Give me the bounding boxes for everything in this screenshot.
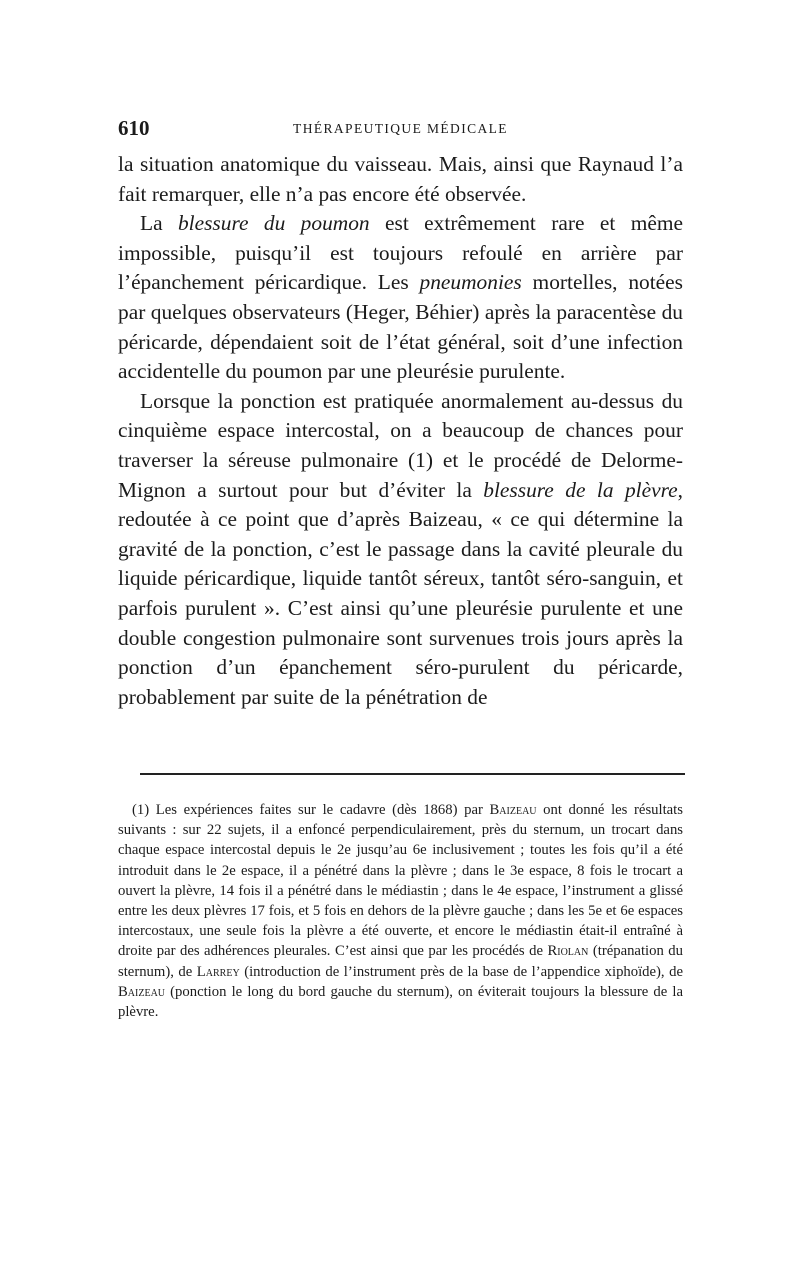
running-title: THÉRAPEUTIQUE MÉDICALE xyxy=(293,121,508,136)
book-page xyxy=(118,0,683,1262)
body-text xyxy=(118,150,683,712)
text-run: , redoutée à ce point que d’après Baizeau, « ce qui détermine la gravité de la ponction, c’est le passage dans la cavité pleurale du liquide péricardique, liquide tantôt séreux, tantôt séro-sanguin, et parfois purulent ». C’est ainsi qu’une pleurésie purulente et une double congestion pulmonaire sont survenues trois jours après la ponction d’un épanchement séro-purulent du péricarde, probablement par suite de la pénétration de xyxy=(118,477,683,709)
italic-term: blessure du poumon xyxy=(177,211,370,236)
footnote-text: ont donné les résultats suivants : sur 22 sujets, il a enfoncé perpendiculairement, près du sternum, un trocart dans chaque espace intercostal depuis le 2e jusqu’au 6e inclusivement ; toutes les fois qu’il a été introduit dans le 2e espace, il a pénétré dans la plèvre ; dans le 3e espace, 8 fois le trocart a ouvert la plèvre, 14 fois il a pénétré dans le médiastin ; dans le 4e espace, l’instrument a glissé entre les deux plèvres 17 fois, et 5 fois en dehors de la plèvre gauche ; dans les 5e et 6e espaces intercostaux, une seule fois la plèvre a été ouverte, et encore le médiastin était-il entraîné à droite par des adhérences pleurales. C’est ainsi que par les procédés de xyxy=(118,802,683,960)
text-run: est extrêmement rare et même impossible, puisqu’il est toujours refoulé en arrière par l’épanchement péricardique. Les xyxy=(118,211,683,295)
italic-term: blessure de la plèvre xyxy=(483,477,678,502)
author-name: Baizeau xyxy=(489,802,537,818)
author-name: Larrey xyxy=(196,963,240,980)
footnote-text: (trépanation du sternum), de xyxy=(118,943,683,980)
text-run: la situation anatomique du vaisseau. Mais, ainsi que Raynaud l’a fait remarquer, elle n’a pas encore été observée. xyxy=(118,152,683,206)
footnote xyxy=(118,800,683,1022)
paragraph xyxy=(118,387,683,713)
text-run: Lorsque la ponction est pratiquée anormalement au-dessus du cinquième espace intercostal, on a beaucoup de chances pour traverser la séreuse pulmonaire (1) et le procédé de Delorme-Mignon a surtout pour but d’éviter la xyxy=(118,388,683,502)
text-run: mortelles, notées par quelques observateurs (Heger, Béhier) après la paracentèse du péricarde, dépendaient soit de l’état général, soit d’une infection accidentelle du poumon par une pleurésie purulente. xyxy=(118,270,683,384)
author-name: Baizeau xyxy=(118,983,166,1000)
text-run: La xyxy=(140,211,178,236)
paragraph xyxy=(118,209,683,387)
footnote-rule xyxy=(140,773,685,775)
italic-term: pneumonies xyxy=(419,270,522,295)
footnote-text: (ponction le long du bord gauche du sternum), on éviterait toujours la blessure de la plèvre. xyxy=(118,983,683,1021)
running-head xyxy=(118,116,683,142)
page-number: 610 xyxy=(118,116,150,140)
footnote-text: (1) Les expériences faites sur le cadavre (dès 1868) par xyxy=(132,802,490,818)
footnote-text: (introduction de l’instrument près de la base de l’appendice xiphoïde), de xyxy=(239,963,683,980)
paragraph xyxy=(118,150,683,209)
author-name: Riolan xyxy=(547,943,589,960)
